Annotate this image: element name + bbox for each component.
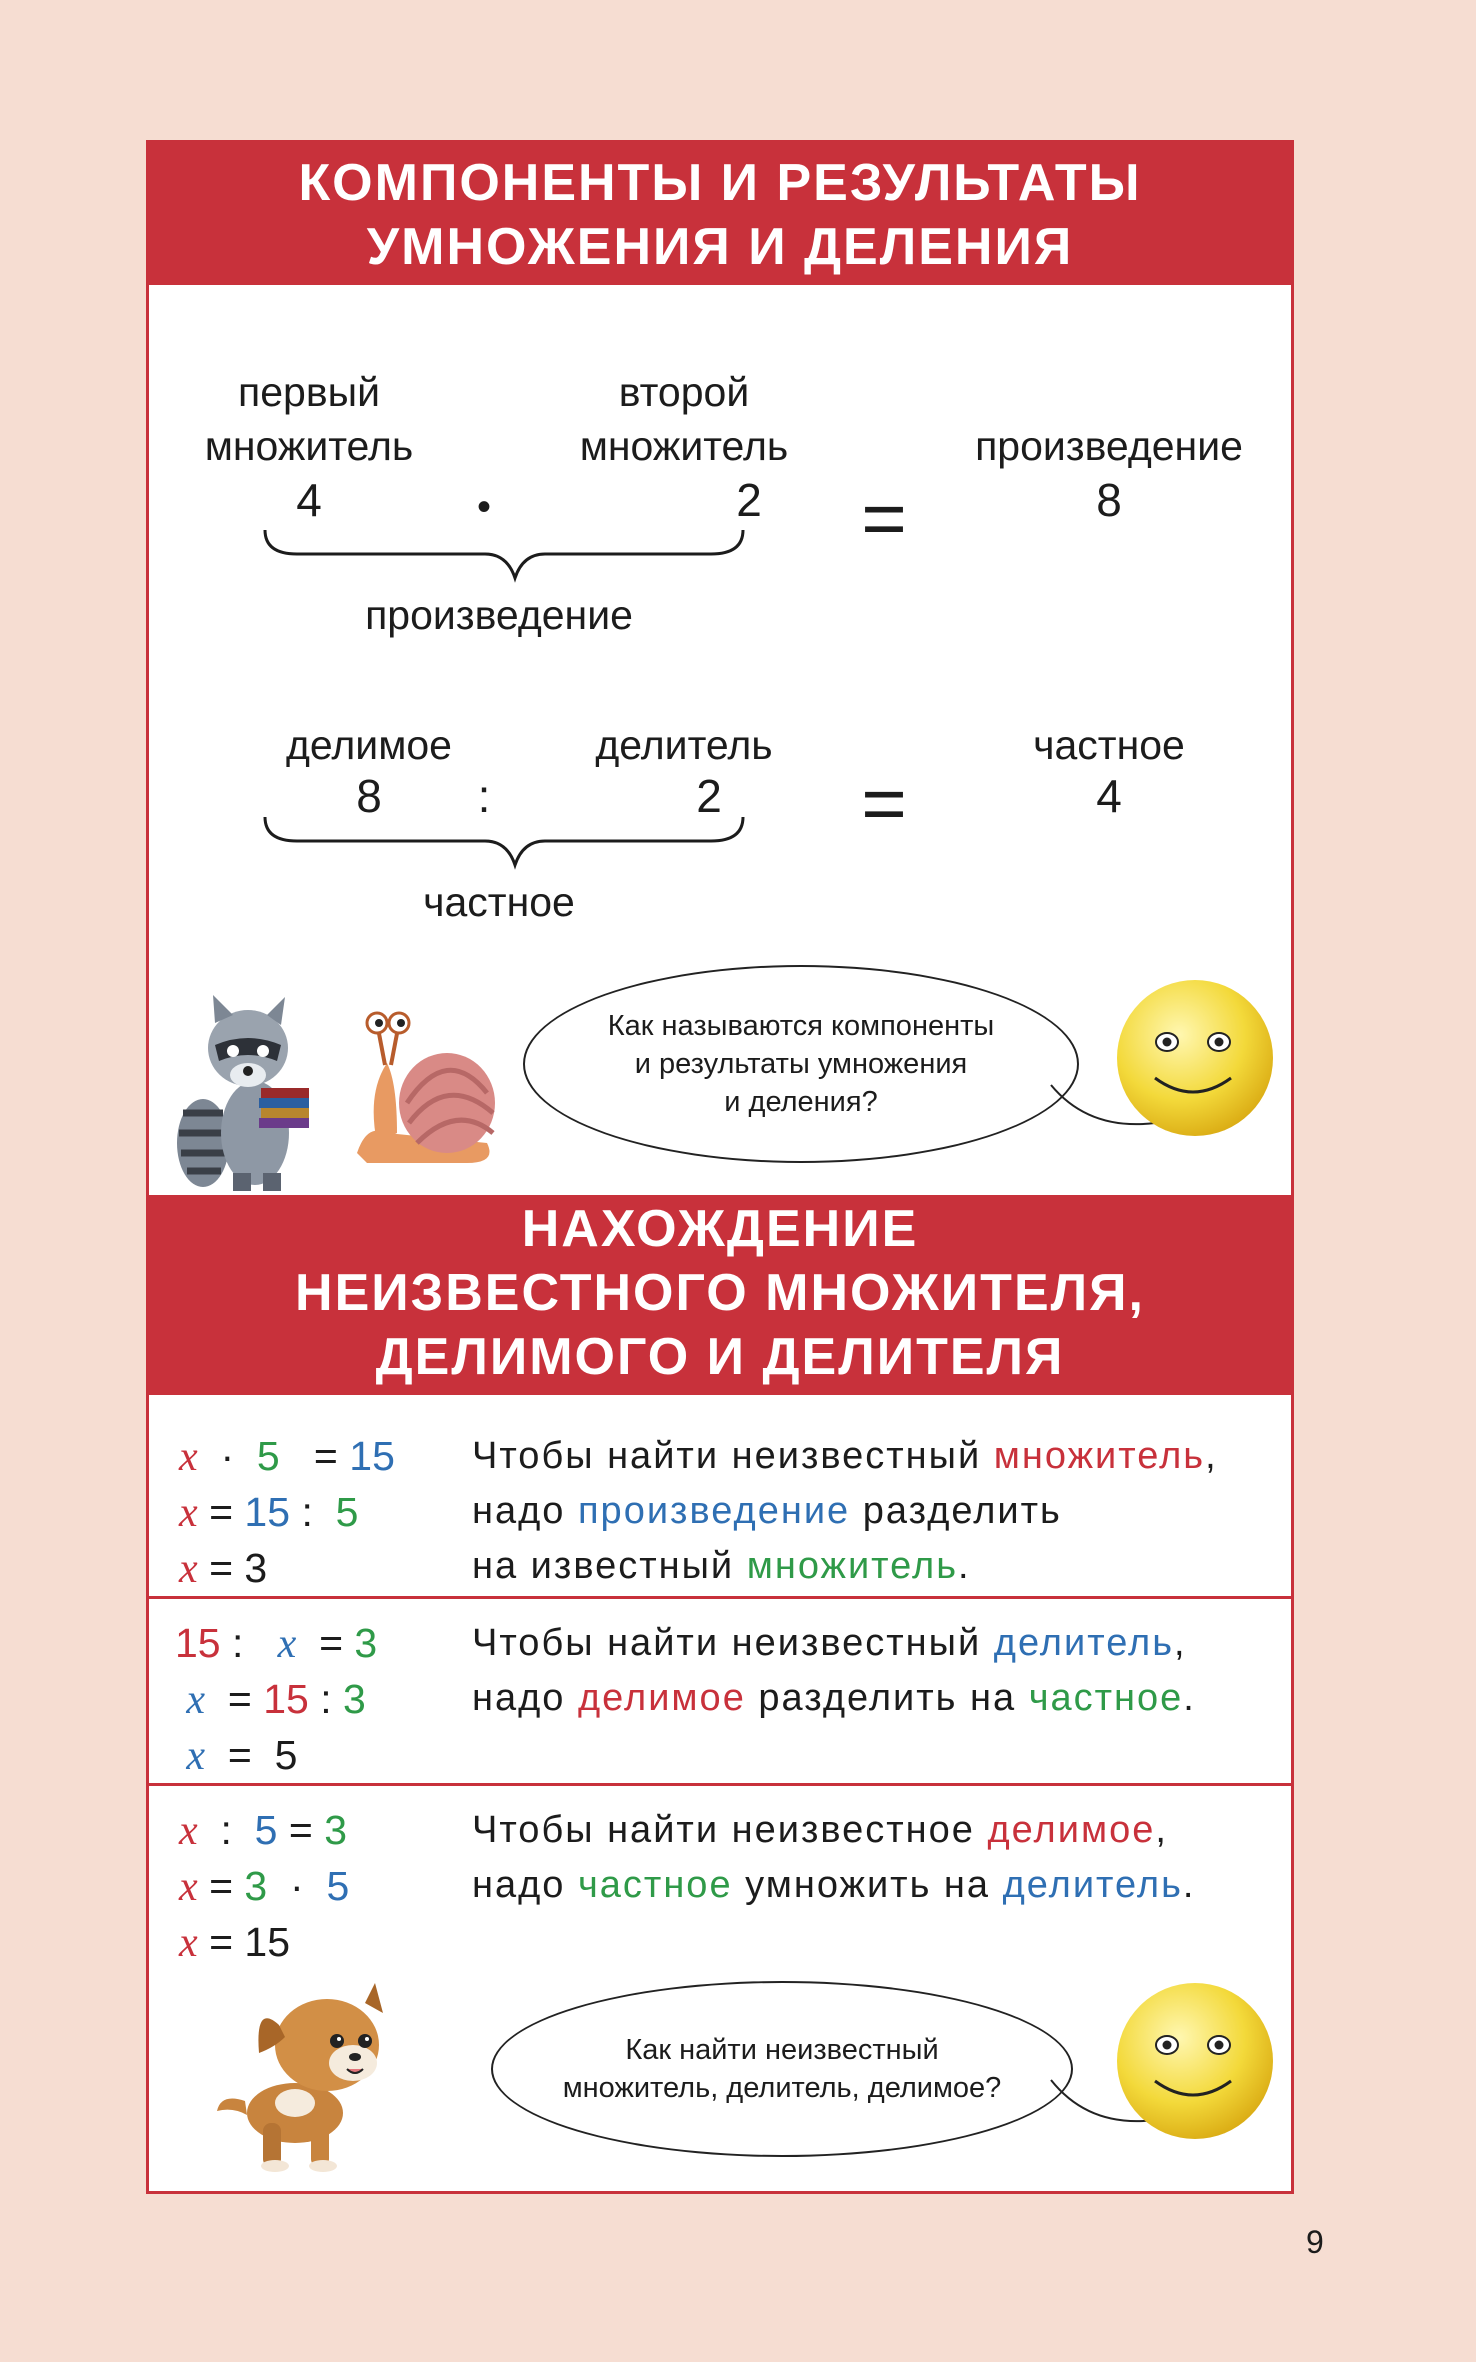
- content-card: [146, 140, 1294, 2194]
- row-divider: [149, 1596, 1291, 1599]
- example2-rule: Чтобы найти неизвестный делитель, надо делимое разделить на частное.: [472, 1622, 1196, 1719]
- div-equals-sign: =: [861, 759, 907, 847]
- section1-title-line1: КОМПОНЕНТЫ И РЕЗУЛЬТАТЫ: [298, 154, 1142, 212]
- smiley-icon: [1115, 1981, 1275, 2141]
- puppy-icon: [215, 1983, 395, 2173]
- example3-equations: x : 5 = 3 x = 3 · 5 x = 15: [179, 1807, 350, 1966]
- mult-equals-sign: =: [861, 474, 907, 562]
- section2-title-line2: НЕИЗВЕСТНОГО МНОЖИТЕЛЯ,: [295, 1264, 1145, 1322]
- div-brace-label: частное: [423, 879, 575, 925]
- section2-title-line1: НАХОЖДЕНИЕ: [521, 1200, 919, 1258]
- question-bubble-2: Как найти неизвестный множитель, делитель, делимое?: [491, 1981, 1073, 2157]
- first-factor-value: 4: [296, 474, 322, 526]
- divisor-label: делитель: [595, 722, 773, 768]
- divide-colon: :: [477, 770, 491, 822]
- dividend-label: делимое: [286, 722, 452, 768]
- row-divider: [149, 1783, 1291, 1786]
- section1-title-line2: УМНОЖЕНИЯ И ДЕЛЕНИЯ: [366, 218, 1074, 276]
- product-value: 8: [1096, 474, 1122, 526]
- raccoon-icon: [163, 993, 313, 1193]
- quotient-label: частное: [1033, 722, 1185, 768]
- snail-icon: [347, 1003, 497, 1173]
- example3-rule: Чтобы найти неизвестное делимое, надо частное умножить на делитель.: [472, 1809, 1196, 1906]
- example2-equations: 15 : x = 3 x = 15 : 3 x = 5: [175, 1620, 378, 1779]
- divisor-value: 2: [696, 770, 722, 822]
- example1-rule: Чтобы найти неизвестный множитель, надо произведение разделить на известный множитель.: [472, 1435, 1218, 1587]
- first-factor-label: первый множитель: [204, 369, 414, 469]
- section1-title: [149, 143, 1291, 285]
- div-brace: [257, 815, 757, 873]
- question-bubble-1: Как называются компоненты и результаты умножения и деления?: [523, 965, 1079, 1163]
- mult-brace-label: произведение: [365, 592, 633, 638]
- quotient-value: 4: [1096, 770, 1122, 822]
- product-label: произведение: [975, 423, 1243, 469]
- smiley-icon: [1115, 978, 1275, 1138]
- section2-title: [149, 1195, 1291, 1395]
- mult-brace: [257, 528, 757, 586]
- section2-title-line3: ДЕЛИМОГО И ДЕЛИТЕЛЯ: [375, 1328, 1065, 1386]
- example1-equations: x · 5 = 15 x = 15 : 5 x = 3: [179, 1433, 395, 1592]
- dividend-value: 8: [356, 770, 382, 822]
- page-number: 9: [1306, 2224, 1324, 2260]
- second-factor-value: 2: [736, 474, 762, 526]
- second-factor-label: второй множитель: [579, 369, 789, 469]
- multiply-dot: •: [476, 485, 491, 529]
